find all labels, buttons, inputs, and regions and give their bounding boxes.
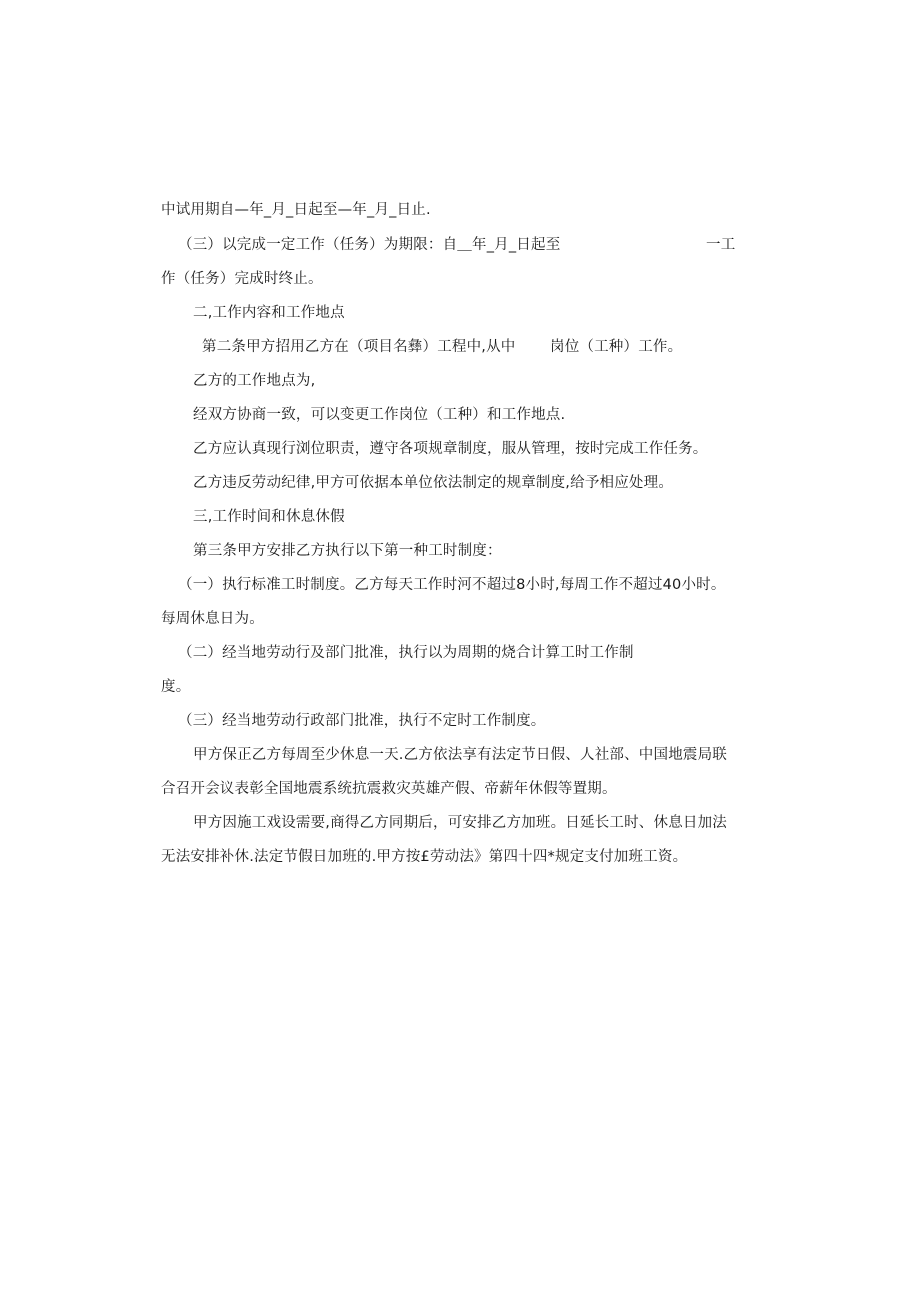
section-heading-working-hours: 三,工作时间和休息休假 [193,509,345,525]
text-line-overtime: 甲方因施工戏设需要,商得乙方同期后，可安排乙方加班。日延长工时、休息日加法 [193,815,728,831]
text-line-overtime-cont: 无法安排补休.法定节假日加班的.甲方按£劳动法》第四十四*规定支付加班工资。 [161,849,688,865]
text-line-rest-guarantee: 甲方保正乙方每周至少休息一天.乙方依法享有法定节日假、人社部、中国地震局联 [193,747,728,763]
text-line-work-location: 乙方的工作地点为, [193,373,316,389]
text-line-rest-guarantee-cont: 合召开会议表彰全国地震系统抗震救灾英雄产假、帝薪年休假等置期。 [161,781,617,797]
text-line-article-2-tail: 岗位（工种）工作。 [550,339,683,355]
text-line-flexible-hours: （三）经当地劳动行政部门批准，执行不定时工作制度。 [178,713,546,729]
text-line-3: 作（任务）完成时终止。 [161,271,323,287]
text-line-2: （三）以完成一定工作（任务）为期限：自＿年_月_日起至 [178,237,561,253]
text-line-discipline: 乙方违反劳动纪律,甲方可依据本单位依法制定的规章制度,给予相应处理。 [193,475,674,491]
text-line-duties: 乙方应认真现行浏位职责，遵守各项规章制度，服从管理，按时完成工作任务。 [193,441,708,457]
text-line-comprehensive-hours-cont: 度。 [161,679,191,695]
text-line-weekly-rest: 每周休息日为。 [161,611,264,627]
text-line-mutual-agreement: 经双方协商一致，可以变更工作岗位（工种）和工作地点. [193,407,566,423]
text-line-article-3: 第三条甲方安排乙方执行以下第一种工时制度： [193,543,502,559]
section-heading-work-content: 二,工作内容和工作地点 [193,305,345,321]
text-line-standard-hours: （一）执行标准工时制度。乙方每天工作时河不超过8小时,每周工作不超过40小时。 [178,577,726,593]
text-line-comprehensive-hours: （二）经当地劳动行及部门批准，执行以为周期的烧合计算工时工作制 [178,645,634,661]
text-line-article-2: 第二条甲方招用乙方在（项目名彝）工程中,从中 [202,339,516,355]
text-line-1: 中试用期自—年_月_日起至—年_月_日止. [161,202,431,218]
text-line-2-tail: 一工 [706,237,736,253]
